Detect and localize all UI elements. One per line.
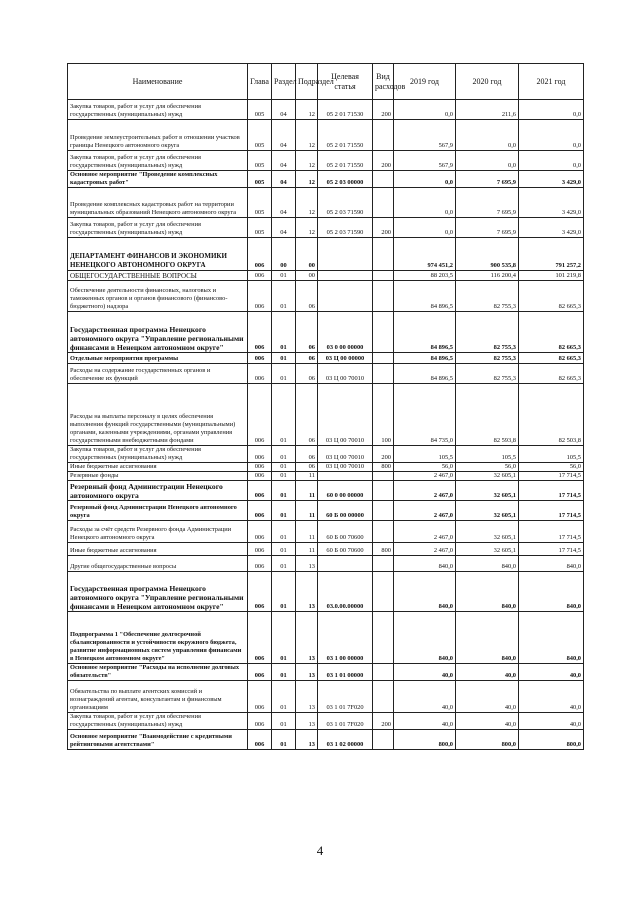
cell-subsection: 06 bbox=[296, 364, 318, 384]
cell-2019: 567,9 bbox=[394, 120, 456, 151]
cell-subsection: 11 bbox=[296, 501, 318, 521]
cell-2021: 800,0 bbox=[519, 730, 584, 750]
cell-expense bbox=[373, 556, 394, 572]
cell-2019: 88 203,5 bbox=[394, 271, 456, 281]
cell-section: 01 bbox=[272, 481, 296, 501]
cell-subsection: 13 bbox=[296, 612, 318, 664]
cell-name: Обеспечение деятельности финансовых, налоговых и таможенных органов и органов финансового (финансово-бюджетного) надзора bbox=[68, 281, 248, 312]
cell-chapter: 006 bbox=[248, 384, 272, 446]
cell-subsection: 13 bbox=[296, 556, 318, 572]
cell-2020: 32 605,1 bbox=[456, 521, 519, 543]
cell-2020: 0,0 bbox=[456, 120, 519, 151]
cell-2020: 40,0 bbox=[456, 713, 519, 730]
cell-2020: 211,6 bbox=[456, 100, 519, 120]
cell-chapter: 006 bbox=[248, 271, 272, 281]
cell-name: ДЕПАРТАМЕНТ ФИНАНСОВ И ЭКОНОМИКИ НЕНЕЦКОГО АВТОНОМНОГО ОКРУГА bbox=[68, 238, 248, 271]
cell-chapter: 005 bbox=[248, 171, 272, 188]
cell-2020: 32 605,1 bbox=[456, 472, 519, 481]
cell-target bbox=[318, 556, 373, 572]
cell-section: 01 bbox=[272, 472, 296, 481]
cell-chapter: 005 bbox=[248, 120, 272, 151]
cell-section: 04 bbox=[272, 100, 296, 120]
header-expense: Вид расходов bbox=[373, 64, 394, 100]
cell-2021: 82 665,3 bbox=[519, 364, 584, 384]
table-row bbox=[68, 384, 584, 446]
cell-expense bbox=[373, 171, 394, 188]
cell-subsection: 12 bbox=[296, 151, 318, 171]
table-row bbox=[68, 664, 584, 681]
cell-2021: 3 429,0 bbox=[519, 188, 584, 218]
cell-2021: 3 429,0 bbox=[519, 218, 584, 238]
cell-subsection: 13 bbox=[296, 730, 318, 750]
cell-expense: 200 bbox=[373, 713, 394, 730]
table-row bbox=[68, 681, 584, 713]
cell-section: 01 bbox=[272, 312, 296, 353]
cell-section: 01 bbox=[272, 572, 296, 612]
cell-subsection: 12 bbox=[296, 120, 318, 151]
cell-2021: 3 429,0 bbox=[519, 171, 584, 188]
cell-2021: 840,0 bbox=[519, 556, 584, 572]
cell-expense bbox=[373, 238, 394, 271]
cell-subsection: 06 bbox=[296, 384, 318, 446]
cell-target bbox=[318, 281, 373, 312]
cell-name: Другие общегосударственные вопросы bbox=[68, 556, 248, 572]
cell-2020: 116 200,4 bbox=[456, 271, 519, 281]
cell-section: 01 bbox=[272, 664, 296, 681]
cell-section: 04 bbox=[272, 151, 296, 171]
cell-name: Иные бюджетные ассигнования bbox=[68, 463, 248, 472]
cell-chapter: 005 bbox=[248, 218, 272, 238]
cell-section: 01 bbox=[272, 281, 296, 312]
cell-2019: 840,0 bbox=[394, 572, 456, 612]
cell-2021: 101 219,8 bbox=[519, 271, 584, 281]
cell-name: Проведение комплексных кадастровых работ на территории муниципальных образований Ненецкого автономного округа bbox=[68, 188, 248, 218]
cell-2021: 17 714,5 bbox=[519, 521, 584, 543]
cell-2020: 7 695,9 bbox=[456, 188, 519, 218]
cell-chapter: 006 bbox=[248, 238, 272, 271]
cell-name: Государственная программа Ненецкого автономного округа "Управление региональными финансами в Ненецком автономном округе" bbox=[68, 312, 248, 353]
cell-expense bbox=[373, 572, 394, 612]
cell-target: 03 Ц 00 70010 bbox=[318, 364, 373, 384]
cell-target: 60 0 00 00000 bbox=[318, 481, 373, 501]
cell-name: Расходы на выплаты персоналу в целях обеспечения выполнения функций государственными (муниципальными) органами, казенными учреждениями, органами управления государственными внебюджетными фондами bbox=[68, 384, 248, 446]
cell-section: 01 bbox=[272, 543, 296, 556]
cell-expense: 800 bbox=[373, 463, 394, 472]
table-row bbox=[68, 730, 584, 750]
cell-section: 01 bbox=[272, 446, 296, 463]
cell-2019: 40,0 bbox=[394, 713, 456, 730]
cell-2021: 17 714,5 bbox=[519, 501, 584, 521]
cell-expense bbox=[373, 481, 394, 501]
cell-2020: 82 755,3 bbox=[456, 281, 519, 312]
header-subsection: Подраздел bbox=[296, 64, 318, 100]
cell-expense bbox=[373, 281, 394, 312]
table-row bbox=[68, 713, 584, 730]
header-chapter: Глава bbox=[248, 64, 272, 100]
cell-2019: 105,5 bbox=[394, 446, 456, 463]
cell-chapter: 006 bbox=[248, 664, 272, 681]
cell-2019: 40,0 bbox=[394, 681, 456, 713]
cell-name: Резервный фонд Администрации Ненецкого автономного округа bbox=[68, 481, 248, 501]
cell-section: 04 bbox=[272, 171, 296, 188]
cell-2020: 840,0 bbox=[456, 556, 519, 572]
cell-2019: 840,0 bbox=[394, 556, 456, 572]
cell-chapter: 006 bbox=[248, 501, 272, 521]
cell-name: Расходы на содержание государственных органов и обеспечение их функций bbox=[68, 364, 248, 384]
cell-section: 01 bbox=[272, 612, 296, 664]
cell-2019: 567,9 bbox=[394, 151, 456, 171]
cell-2021: 17 714,5 bbox=[519, 481, 584, 501]
table-row bbox=[68, 364, 584, 384]
cell-section: 01 bbox=[272, 463, 296, 472]
table-body bbox=[68, 100, 584, 750]
cell-name: Обязательства по выплате агентских комиссий и вознаграждений агентам, консультантам и финансовым организациям bbox=[68, 681, 248, 713]
cell-2021: 0,0 bbox=[519, 120, 584, 151]
cell-chapter: 005 bbox=[248, 188, 272, 218]
cell-name: Расходы за счёт средств Резервного фонда Администрации Ненецкого автономного округа bbox=[68, 521, 248, 543]
cell-chapter: 006 bbox=[248, 730, 272, 750]
cell-target: 60 Б 00 00000 bbox=[318, 501, 373, 521]
cell-subsection: 06 bbox=[296, 353, 318, 364]
cell-target: 60 Б 00 70600 bbox=[318, 543, 373, 556]
cell-chapter: 006 bbox=[248, 312, 272, 353]
table-row bbox=[68, 238, 584, 271]
cell-target: 03 1 01 00000 bbox=[318, 664, 373, 681]
cell-expense: 800 bbox=[373, 543, 394, 556]
cell-subsection: 12 bbox=[296, 218, 318, 238]
cell-chapter: 006 bbox=[248, 481, 272, 501]
cell-section: 04 bbox=[272, 188, 296, 218]
cell-chapter: 006 bbox=[248, 543, 272, 556]
cell-2019: 974 451,2 bbox=[394, 238, 456, 271]
cell-target: 60 Б 00 70600 bbox=[318, 521, 373, 543]
cell-section: 04 bbox=[272, 120, 296, 151]
table-row bbox=[68, 472, 584, 481]
cell-expense bbox=[373, 730, 394, 750]
cell-expense bbox=[373, 188, 394, 218]
cell-target: 03 1 01 7F020 bbox=[318, 681, 373, 713]
cell-subsection: 13 bbox=[296, 713, 318, 730]
cell-target: 03 Ц 00 70010 bbox=[318, 446, 373, 463]
cell-section: 01 bbox=[272, 681, 296, 713]
cell-expense bbox=[373, 681, 394, 713]
cell-expense bbox=[373, 364, 394, 384]
cell-subsection: 00 bbox=[296, 238, 318, 271]
cell-chapter: 006 bbox=[248, 681, 272, 713]
cell-expense bbox=[373, 501, 394, 521]
cell-section: 01 bbox=[272, 364, 296, 384]
cell-2021: 0,0 bbox=[519, 151, 584, 171]
cell-target: 05 2 01 71550 bbox=[318, 120, 373, 151]
cell-name: Основное мероприятие "Взаимодействие с кредитными рейтинговыми агентствами" bbox=[68, 730, 248, 750]
cell-expense bbox=[373, 612, 394, 664]
cell-name: Основное мероприятие "Проведение комплексных кадастровых работ" bbox=[68, 171, 248, 188]
cell-chapter: 006 bbox=[248, 353, 272, 364]
cell-2019: 84 735,0 bbox=[394, 384, 456, 446]
cell-2021: 82 665,3 bbox=[519, 312, 584, 353]
cell-2021: 17 714,5 bbox=[519, 543, 584, 556]
cell-2020: 800,0 bbox=[456, 730, 519, 750]
cell-2019: 0,0 bbox=[394, 218, 456, 238]
cell-subsection: 11 bbox=[296, 543, 318, 556]
cell-2019: 84 896,5 bbox=[394, 281, 456, 312]
cell-expense bbox=[373, 353, 394, 364]
cell-expense: 200 bbox=[373, 100, 394, 120]
cell-2021: 82 503,8 bbox=[519, 384, 584, 446]
cell-2021: 82 665,3 bbox=[519, 353, 584, 364]
cell-2021: 840,0 bbox=[519, 612, 584, 664]
table-row bbox=[68, 151, 584, 171]
cell-expense bbox=[373, 664, 394, 681]
cell-target: 03 1 01 7F020 bbox=[318, 713, 373, 730]
cell-name: Отдельные мероприятия программы bbox=[68, 353, 248, 364]
cell-subsection: 00 bbox=[296, 271, 318, 281]
cell-chapter: 006 bbox=[248, 521, 272, 543]
header-2019: 2019 год bbox=[394, 64, 456, 100]
cell-2021: 56,0 bbox=[519, 463, 584, 472]
cell-2019: 2 467,0 bbox=[394, 521, 456, 543]
cell-name: Закупка товаров, работ и услуг для обеспечения государственных (муниципальных) нужд bbox=[68, 151, 248, 171]
table-row bbox=[68, 446, 584, 463]
cell-2020: 840,0 bbox=[456, 572, 519, 612]
cell-expense: 200 bbox=[373, 446, 394, 463]
cell-target: 03 Ц 00 70010 bbox=[318, 384, 373, 446]
cell-name: Государственная программа Ненецкого автономного округа "Управление региональными финансами в Ненецком автономном округе" bbox=[68, 572, 248, 612]
cell-2021: 40,0 bbox=[519, 713, 584, 730]
cell-section: 01 bbox=[272, 713, 296, 730]
header-name: Наименование bbox=[68, 64, 248, 100]
table-row bbox=[68, 271, 584, 281]
cell-subsection: 12 bbox=[296, 100, 318, 120]
cell-section: 01 bbox=[272, 521, 296, 543]
cell-2019: 2 467,0 bbox=[394, 543, 456, 556]
cell-target: 05 2 01 71550 bbox=[318, 151, 373, 171]
table-row bbox=[68, 218, 584, 238]
cell-section: 04 bbox=[272, 218, 296, 238]
cell-2020: 900 535,8 bbox=[456, 238, 519, 271]
cell-2021: 0,0 bbox=[519, 100, 584, 120]
cell-2020: 32 605,1 bbox=[456, 501, 519, 521]
cell-target: 05 2 01 71530 bbox=[318, 100, 373, 120]
cell-name: Проведение землеустроительных работ в отношении участков границы Ненецкого автономного округа bbox=[68, 120, 248, 151]
cell-expense bbox=[373, 312, 394, 353]
cell-target: 05 2 03 71590 bbox=[318, 188, 373, 218]
cell-target: 03 1 00 00000 bbox=[318, 612, 373, 664]
cell-2020: 840,0 bbox=[456, 612, 519, 664]
cell-2020: 82 593,8 bbox=[456, 384, 519, 446]
cell-2020: 7 695,9 bbox=[456, 218, 519, 238]
cell-2021: 17 714,5 bbox=[519, 472, 584, 481]
cell-2019: 84 896,5 bbox=[394, 353, 456, 364]
cell-2020: 82 755,3 bbox=[456, 364, 519, 384]
cell-chapter: 006 bbox=[248, 572, 272, 612]
cell-2020: 32 605,1 bbox=[456, 481, 519, 501]
table-row bbox=[68, 281, 584, 312]
cell-subsection: 06 bbox=[296, 446, 318, 463]
cell-chapter: 006 bbox=[248, 556, 272, 572]
cell-2021: 82 665,3 bbox=[519, 281, 584, 312]
cell-section: 01 bbox=[272, 556, 296, 572]
table-row bbox=[68, 171, 584, 188]
header-2020: 2020 год bbox=[456, 64, 519, 100]
table-row bbox=[68, 612, 584, 664]
table-row bbox=[68, 100, 584, 120]
table-row bbox=[68, 463, 584, 472]
cell-target: 03 Ц 00 70010 bbox=[318, 463, 373, 472]
cell-subsection: 11 bbox=[296, 481, 318, 501]
cell-2020: 0,0 bbox=[456, 151, 519, 171]
cell-2020: 7 695,9 bbox=[456, 171, 519, 188]
cell-2020: 40,0 bbox=[456, 664, 519, 681]
cell-target: 03 Ц 00 00000 bbox=[318, 353, 373, 364]
cell-chapter: 006 bbox=[248, 472, 272, 481]
cell-name: Закупка товаров, работ и услуг для обеспечения государственных (муниципальных) нужд bbox=[68, 218, 248, 238]
table-row bbox=[68, 501, 584, 521]
cell-target: 03 1 02 00000 bbox=[318, 730, 373, 750]
cell-2019: 40,0 bbox=[394, 664, 456, 681]
cell-name: Основное мероприятие "Расходы на исполнение долговых обязательств" bbox=[68, 664, 248, 681]
table-row bbox=[68, 543, 584, 556]
cell-section: 01 bbox=[272, 501, 296, 521]
cell-section: 01 bbox=[272, 384, 296, 446]
cell-2020: 40,0 bbox=[456, 681, 519, 713]
cell-name: ОБЩЕГОСУДАРСТВЕННЫЕ ВОПРОСЫ bbox=[68, 271, 248, 281]
cell-target: 05 2 03 71590 bbox=[318, 218, 373, 238]
cell-2021: 791 257,2 bbox=[519, 238, 584, 271]
table-row bbox=[68, 556, 584, 572]
cell-target: 03.0.00.00000 bbox=[318, 572, 373, 612]
cell-section: 01 bbox=[272, 353, 296, 364]
header-2021: 2021 год bbox=[519, 64, 584, 100]
cell-2021: 840,0 bbox=[519, 572, 584, 612]
cell-2020: 82 755,3 bbox=[456, 312, 519, 353]
cell-subsection: 06 bbox=[296, 281, 318, 312]
cell-2019: 84 896,5 bbox=[394, 364, 456, 384]
cell-name: Закупка товаров, работ и услуг для обеспечения государственных (муниципальных) нужд bbox=[68, 713, 248, 730]
cell-chapter: 006 bbox=[248, 446, 272, 463]
table-row bbox=[68, 353, 584, 364]
cell-subsection: 12 bbox=[296, 188, 318, 218]
cell-2020: 82 755,3 bbox=[456, 353, 519, 364]
cell-name: Иные бюджетные ассигнования bbox=[68, 543, 248, 556]
cell-expense: 100 bbox=[373, 384, 394, 446]
cell-expense: 200 bbox=[373, 218, 394, 238]
cell-chapter: 006 bbox=[248, 713, 272, 730]
cell-chapter: 006 bbox=[248, 612, 272, 664]
cell-chapter: 006 bbox=[248, 463, 272, 472]
cell-2019: 2 467,0 bbox=[394, 501, 456, 521]
cell-2021: 105,5 bbox=[519, 446, 584, 463]
cell-chapter: 006 bbox=[248, 364, 272, 384]
cell-expense bbox=[373, 472, 394, 481]
cell-expense bbox=[373, 120, 394, 151]
cell-2020: 105,5 bbox=[456, 446, 519, 463]
cell-chapter: 005 bbox=[248, 100, 272, 120]
table-row bbox=[68, 521, 584, 543]
cell-target bbox=[318, 472, 373, 481]
cell-expense bbox=[373, 521, 394, 543]
cell-expense: 200 bbox=[373, 151, 394, 171]
header-target: Целевая статья bbox=[318, 64, 373, 100]
cell-subsection: 11 bbox=[296, 472, 318, 481]
cell-subsection: 06 bbox=[296, 312, 318, 353]
cell-2019: 0,0 bbox=[394, 100, 456, 120]
table-row bbox=[68, 120, 584, 151]
cell-name: Закупка товаров, работ и услуг для обеспечения государственных (муниципальных) нужд bbox=[68, 100, 248, 120]
cell-section: 01 bbox=[272, 271, 296, 281]
cell-2019: 84 896,5 bbox=[394, 312, 456, 353]
cell-subsection: 13 bbox=[296, 572, 318, 612]
table-row bbox=[68, 312, 584, 353]
cell-2019: 2 467,0 bbox=[394, 472, 456, 481]
cell-name: Подпрограмма 1 "Обеспечение долгосрочной сбалансированности и устойчивости окружного бюджета, развитие информационных систем управления финансами в Ненецком автономном округе" bbox=[68, 612, 248, 664]
cell-2019: 0,0 bbox=[394, 188, 456, 218]
budget-table bbox=[67, 63, 584, 750]
cell-subsection: 12 bbox=[296, 171, 318, 188]
cell-name: Закупка товаров, работ и услуг для обеспечения государственных (муниципальных) нужд bbox=[68, 446, 248, 463]
cell-2019: 56,0 bbox=[394, 463, 456, 472]
cell-2019: 0,0 bbox=[394, 171, 456, 188]
cell-2020: 32 605,1 bbox=[456, 543, 519, 556]
cell-subsection: 13 bbox=[296, 664, 318, 681]
cell-name: Резервный фонд Администрации Ненецкого автономного округа bbox=[68, 501, 248, 521]
cell-2020: 56,0 bbox=[456, 463, 519, 472]
cell-subsection: 11 bbox=[296, 521, 318, 543]
header-section: Раздел bbox=[272, 64, 296, 100]
cell-subsection: 13 bbox=[296, 681, 318, 713]
cell-name: Резервные фонды bbox=[68, 472, 248, 481]
cell-target: 03 0 00 00000 bbox=[318, 312, 373, 353]
cell-subsection: 06 bbox=[296, 463, 318, 472]
cell-chapter: 006 bbox=[248, 281, 272, 312]
table-header-row bbox=[68, 64, 584, 100]
table-row bbox=[68, 481, 584, 501]
cell-expense bbox=[373, 271, 394, 281]
cell-chapter: 005 bbox=[248, 151, 272, 171]
cell-section: 01 bbox=[272, 730, 296, 750]
cell-target bbox=[318, 238, 373, 271]
cell-target bbox=[318, 271, 373, 281]
cell-2019: 840,0 bbox=[394, 612, 456, 664]
cell-2019: 2 467,0 bbox=[394, 481, 456, 501]
page-number: 4 bbox=[316, 843, 324, 858]
table-row bbox=[68, 188, 584, 218]
cell-2019: 800,0 bbox=[394, 730, 456, 750]
cell-2021: 40,0 bbox=[519, 664, 584, 681]
table-row bbox=[68, 572, 584, 612]
cell-2021: 40,0 bbox=[519, 681, 584, 713]
cell-section: 00 bbox=[272, 238, 296, 271]
cell-target: 05 2 03 00000 bbox=[318, 171, 373, 188]
